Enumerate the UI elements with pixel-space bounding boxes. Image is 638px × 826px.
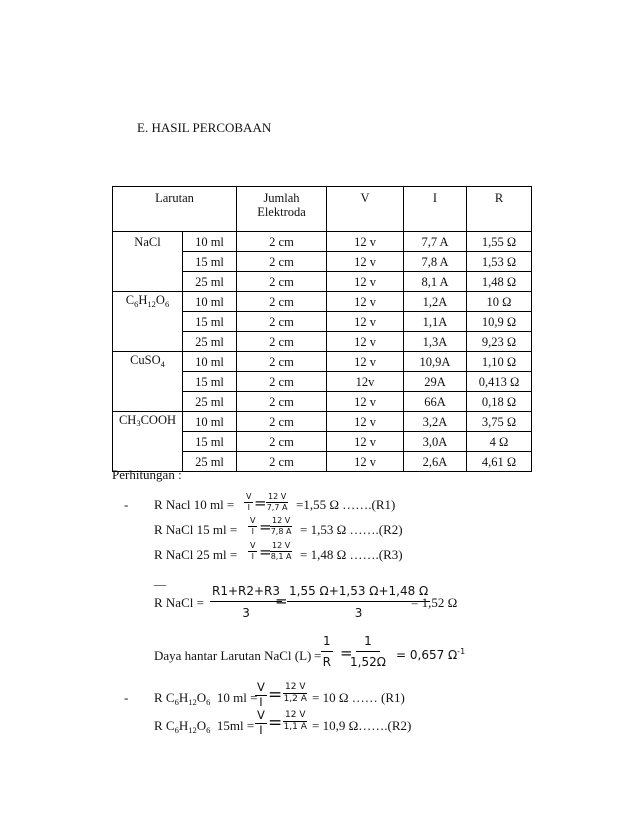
r-nacl-25-label: R NaCl 25 ml = — [154, 547, 238, 562]
r-glucose-10-label: R $C_6H_{12}O_6$ 10 ml = — [154, 690, 258, 707]
cell-larutan — [113, 332, 183, 352]
cell-v: 12 v — [327, 232, 404, 252]
fraction-12v-over-7-8a: $\frac{12 V}{7,8 A}$ — [270, 516, 292, 536]
fraction-v-over-i: $\frac{V}{I}$ — [250, 541, 256, 561]
header-v: V — [327, 187, 404, 232]
daya-hantar-result: = 0,657 $\Omega^{-1}$ — [396, 647, 466, 662]
cell-volume: 10 ml — [183, 412, 237, 432]
cell-larutan — [113, 392, 183, 412]
cell-jumlah-elektroda: 2 cm — [237, 252, 327, 272]
cell-volume: 10 ml — [183, 292, 237, 312]
cell-v: 12 v — [327, 352, 404, 372]
r-glucose-15-result: = 10,9 Ω…….(R2) — [312, 718, 412, 733]
cell-i: 1,2A — [404, 292, 467, 312]
table-row — [113, 312, 532, 332]
table-row — [113, 232, 532, 252]
cell-r: 4,61 Ω — [467, 452, 532, 472]
fraction-v-over-i: $\frac{V}{I}$ — [246, 492, 252, 512]
cell-larutan — [113, 252, 183, 272]
cell-jumlah-elektroda: 2 cm — [237, 312, 327, 332]
table-row — [113, 272, 532, 292]
cell-r: 0,413 Ω — [467, 372, 532, 392]
cell-jumlah-elektroda: 2 cm — [237, 332, 327, 352]
r-nacl-10-label: R Nacl 10 ml = — [154, 497, 235, 512]
cell-r: 10,9 Ω — [467, 312, 532, 332]
fraction-1-over-r: $\frac{1}{R}$ — [322, 634, 331, 669]
fraction-sum-values-over-3: $\frac{1,55 \Omega+1,53 \Omega+1,48 \Omega}{3}$ — [289, 584, 429, 620]
cell-jumlah-elektroda: 2 cm — [237, 432, 327, 452]
cell-r: 3,75 Ω — [467, 412, 532, 432]
cell-larutan — [113, 312, 183, 332]
cell-larutan: NaCl — [113, 232, 183, 252]
cell-volume: 15 ml — [183, 372, 237, 392]
cell-r: 1,55 Ω — [467, 232, 532, 252]
cell-i: 7,8 A — [404, 252, 467, 272]
cell-volume: 25 ml — [183, 452, 237, 472]
cell-i: 10,9A — [404, 352, 467, 372]
cell-i: 1,3A — [404, 332, 467, 352]
cell-i: 3,2A — [404, 412, 467, 432]
r-nacl-mean-result: = 1,52 Ω — [411, 595, 458, 610]
table-row — [113, 432, 532, 452]
r-nacl-15-result: = 1,53 Ω …….(R2) — [300, 522, 403, 537]
table-row — [113, 352, 532, 372]
r-nacl-15-label: R NaCl 15 ml = — [154, 522, 238, 537]
cell-i: 66A — [404, 392, 467, 412]
cell-v: 12 v — [327, 412, 404, 432]
cell-jumlah-elektroda: 2 cm — [237, 292, 327, 312]
header-larutan: Larutan — [113, 187, 237, 232]
fraction-sum-r-over-3: $\frac{R1+R2+R3}{3}$ — [212, 584, 281, 620]
fraction-12v-over-8-1a: $\frac{12 V}{8,1 A}$ — [270, 541, 292, 561]
r-nacl-25-result: = 1,48 Ω …….(R3) — [300, 547, 403, 562]
cell-v: 12 v — [327, 392, 404, 412]
table-row — [113, 292, 532, 312]
bullet-2: - — [124, 690, 129, 705]
cell-larutan — [113, 272, 183, 292]
cell-v: 12 v — [327, 292, 404, 312]
cell-volume: 10 ml — [183, 232, 237, 252]
fraction-1-over-1-52: $\frac{1}{1,52\Omega}$ — [350, 634, 386, 669]
cell-volume: 25 ml — [183, 272, 237, 292]
fraction-12v-over-1-2a: $\frac{12 V}{1,2 A}$ — [283, 682, 307, 704]
r-nacl-10-result: =1,55 Ω …….(R1) — [296, 497, 396, 512]
cell-jumlah-elektroda: 2 cm — [237, 452, 327, 472]
cell-i: 1,1A — [404, 312, 467, 332]
fraction-v-over-i: $\frac{V}{I}$ — [250, 516, 256, 536]
header-jumlah-elektroda: Jumlah Elektroda — [237, 187, 327, 232]
equals-sign: = — [275, 592, 288, 610]
cell-larutan: $C_6H_{12}O_6$ — [113, 292, 183, 312]
bullet-1: - — [124, 497, 129, 512]
equals-sign: = — [268, 685, 283, 705]
cell-larutan — [113, 372, 183, 392]
table-row — [113, 372, 532, 392]
cell-volume: 15 ml — [183, 312, 237, 332]
cell-r: 9,23 Ω — [467, 332, 532, 352]
equals-sign: = — [254, 494, 267, 512]
mean-bar: __ — [154, 573, 166, 587]
equals-sign: = — [340, 644, 353, 662]
r-nacl-mean-label: R NaCl = — [154, 595, 204, 610]
equals-sign: = — [259, 543, 272, 561]
results-table — [112, 186, 532, 472]
table-row — [113, 412, 532, 432]
fraction-12v-over-7-7a: $\frac{12 V}{7,7 A}$ — [266, 492, 288, 512]
cell-r: 1,48 Ω — [467, 272, 532, 292]
cell-jumlah-elektroda: 2 cm — [237, 232, 327, 252]
cell-i: 2,6A — [404, 452, 467, 472]
cell-r: 1,10 Ω — [467, 352, 532, 372]
cell-jumlah-elektroda: 2 cm — [237, 352, 327, 372]
cell-r: 1,53 Ω — [467, 252, 532, 272]
table-row — [113, 392, 532, 412]
cell-volume: 10 ml — [183, 352, 237, 372]
cell-v: 12 v — [327, 252, 404, 272]
cell-volume: 15 ml — [183, 252, 237, 272]
cell-jumlah-elektroda: 2 cm — [237, 372, 327, 392]
cell-i: 8,1 A — [404, 272, 467, 292]
cell-jumlah-elektroda: 2 cm — [237, 272, 327, 292]
fraction-v-over-i: $\frac{V}{I}$ — [257, 708, 265, 737]
cell-volume: 25 ml — [183, 392, 237, 412]
equals-sign: = — [268, 713, 283, 733]
cell-v: 12 v — [327, 312, 404, 332]
header-i: I — [404, 187, 467, 232]
calc-title: Perhitungan : — [112, 467, 182, 482]
cell-jumlah-elektroda: 2 cm — [237, 412, 327, 432]
section-heading: E. HASIL PERCOBAAN — [137, 120, 272, 135]
cell-larutan: CuSO$_4$ — [113, 352, 183, 372]
equals-sign: = — [259, 518, 272, 536]
cell-v: 12 v — [327, 452, 404, 472]
cell-volume: 25 ml — [183, 332, 237, 352]
fraction-v-over-i: $\frac{V}{I}$ — [257, 680, 265, 709]
cell-larutan: $CH_3COOH$ — [113, 412, 183, 432]
table-row — [113, 332, 532, 352]
table-header-row — [113, 187, 532, 232]
daya-hantar-eq: = — [314, 648, 322, 663]
header-r: R — [467, 187, 532, 232]
cell-i: 7,7 A — [404, 232, 467, 252]
r-glucose-10-result: = 10 Ω …… (R1) — [312, 690, 405, 705]
table-row — [113, 252, 532, 272]
cell-v: 12 v — [327, 332, 404, 352]
cell-jumlah-elektroda: 2 cm — [237, 392, 327, 412]
fraction-12v-over-1-1a: $\frac{12 V}{1,1 A}$ — [283, 710, 307, 732]
cell-i: 3,0A — [404, 432, 467, 452]
daya-hantar-label: Daya hantar Larutan NaCl (L) — [154, 648, 312, 663]
cell-v: 12v — [327, 372, 404, 392]
cell-v: 12 v — [327, 272, 404, 292]
cell-i: 29A — [404, 372, 467, 392]
cell-larutan — [113, 432, 183, 452]
r-glucose-15-label: R $C_6H_{12}O_6$ 15ml = — [154, 718, 255, 735]
cell-r: 4 Ω — [467, 432, 532, 452]
cell-r: 10 Ω — [467, 292, 532, 312]
cell-v: 12 v — [327, 432, 404, 452]
cell-r: 0,18 Ω — [467, 392, 532, 412]
cell-volume: 15 ml — [183, 432, 237, 452]
